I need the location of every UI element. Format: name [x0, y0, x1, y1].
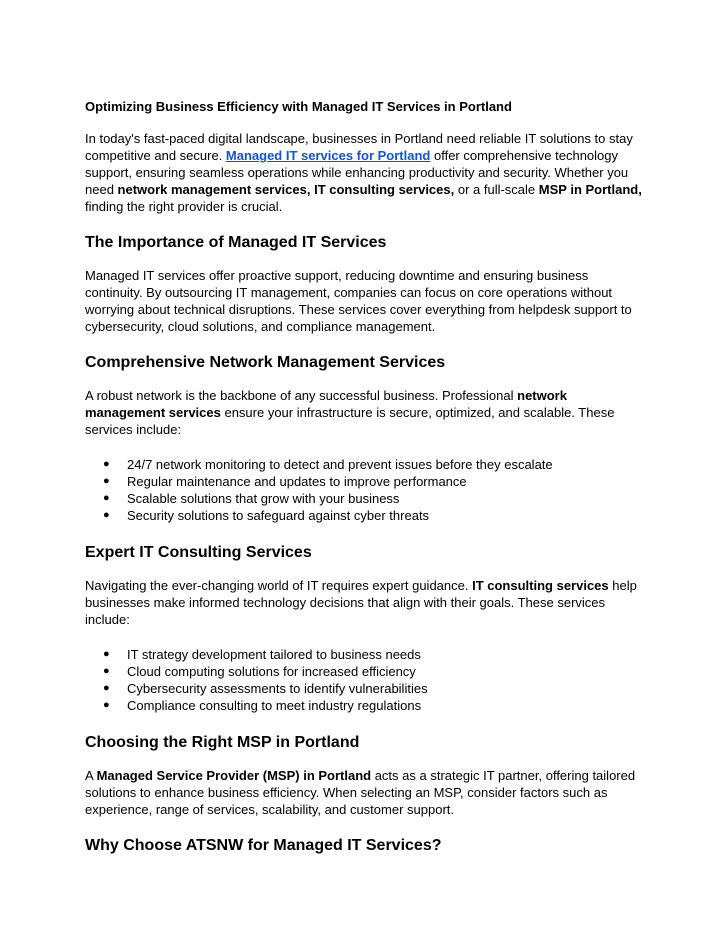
- list-item: [85, 490, 645, 507]
- list-item-text: Compliance consulting to meet industry regulations: [127, 698, 422, 713]
- consulting-text-2: help businesses make informed technology decisions that align with their goals. These services include:: [85, 578, 637, 627]
- msp-text-2: acts as a strategic IT partner, offering tailored solutions to enhance business efficiency. When selecting an MSP, consider factors such as experience, range of services, scalability, and customer support.: [85, 768, 636, 817]
- managed-it-services-link[interactable]: Managed IT services for Portland: [225, 148, 431, 163]
- network-text-2: ensure your infrastructure is secure, optimized, and scalable. These services include:: [85, 405, 615, 437]
- list-item-text: Cloud computing solutions for increased efficiency: [127, 664, 416, 679]
- intro-text-1: In today's fast-paced digital landscape, businesses in Portland need reliable IT solutions to stay competitive and secure.: [85, 131, 633, 163]
- intro-bold-2: MSP in Portland,: [538, 182, 642, 197]
- bullet-icon: ●: [103, 458, 110, 470]
- network-services-list: [85, 456, 645, 524]
- msp-bold: Managed Service Provider (MSP) in Portland: [96, 768, 372, 783]
- section-body-network: [85, 387, 645, 438]
- section-heading-consulting: Expert IT Consulting Services: [85, 544, 312, 561]
- consulting-services-list: [85, 646, 645, 714]
- intro-paragraph: [85, 130, 645, 215]
- section-body-msp: [85, 767, 645, 818]
- section-heading-network: Comprehensive Network Management Services: [85, 354, 446, 371]
- list-item: [85, 473, 645, 490]
- bullet-icon: ●: [103, 509, 110, 521]
- bullet-icon: ●: [103, 475, 110, 487]
- consulting-text-1: Navigating the ever-changing world of IT requires expert guidance.: [85, 578, 473, 593]
- list-item: [85, 663, 645, 680]
- list-item-text: Security solutions to safeguard against cyber threats: [127, 508, 430, 523]
- section-body-importance: Managed IT services offer proactive support, reducing downtime and ensuring business continuity. By outsourcing IT management, companies can focus on core operations without worrying about technical disruptions. These services cover everything from helpdesk support to cybersecurity, cloud solutions, and compliance management.: [85, 268, 632, 334]
- list-item-text: Scalable solutions that grow with your business: [127, 491, 400, 506]
- list-item: [85, 680, 645, 697]
- list-item-text: Cybersecurity assessments to identify vulnerabilities: [127, 681, 428, 696]
- list-item-text: 24/7 network monitoring to detect and prevent issues before they escalate: [127, 457, 553, 472]
- list-item-text: IT strategy development tailored to business needs: [127, 647, 421, 662]
- document-content: [85, 98, 645, 870]
- list-item-text: Regular maintenance and updates to improve performance: [127, 474, 467, 489]
- msp-text-1: A: [85, 768, 97, 783]
- bullet-icon: ●: [103, 682, 110, 694]
- intro-text-4: finding the right provider is crucial.: [85, 199, 283, 214]
- section-heading-importance: The Importance of Managed IT Services: [85, 234, 387, 251]
- section-heading-msp: Choosing the Right MSP in Portland: [85, 734, 360, 751]
- network-text-1: A robust network is the backbone of any successful business. Professional: [85, 388, 518, 403]
- bullet-icon: ●: [103, 699, 110, 711]
- list-item: [85, 646, 645, 663]
- document-title: Optimizing Business Efficiency with Managed IT Services in Portland: [85, 99, 512, 114]
- list-item: [85, 507, 645, 524]
- intro-text-2: offer comprehensive technology support, ensuring seamless operations while enhancing productivity and security. Whether you need: [85, 148, 629, 197]
- intro-text-3: or a full-scale: [454, 182, 539, 197]
- intro-bold-1: network management services, IT consulting services,: [117, 182, 455, 197]
- bullet-icon: ●: [103, 492, 110, 504]
- bullet-icon: ●: [103, 665, 110, 677]
- section-body-consulting: [85, 577, 645, 628]
- network-bold: network management services: [85, 388, 567, 420]
- consulting-bold: IT consulting services: [472, 578, 609, 593]
- list-item: [85, 697, 645, 714]
- bullet-icon: ●: [103, 648, 110, 660]
- section-heading-why-atsnw: Why Choose ATSNW for Managed IT Services?: [85, 837, 442, 854]
- list-item: [85, 456, 645, 473]
